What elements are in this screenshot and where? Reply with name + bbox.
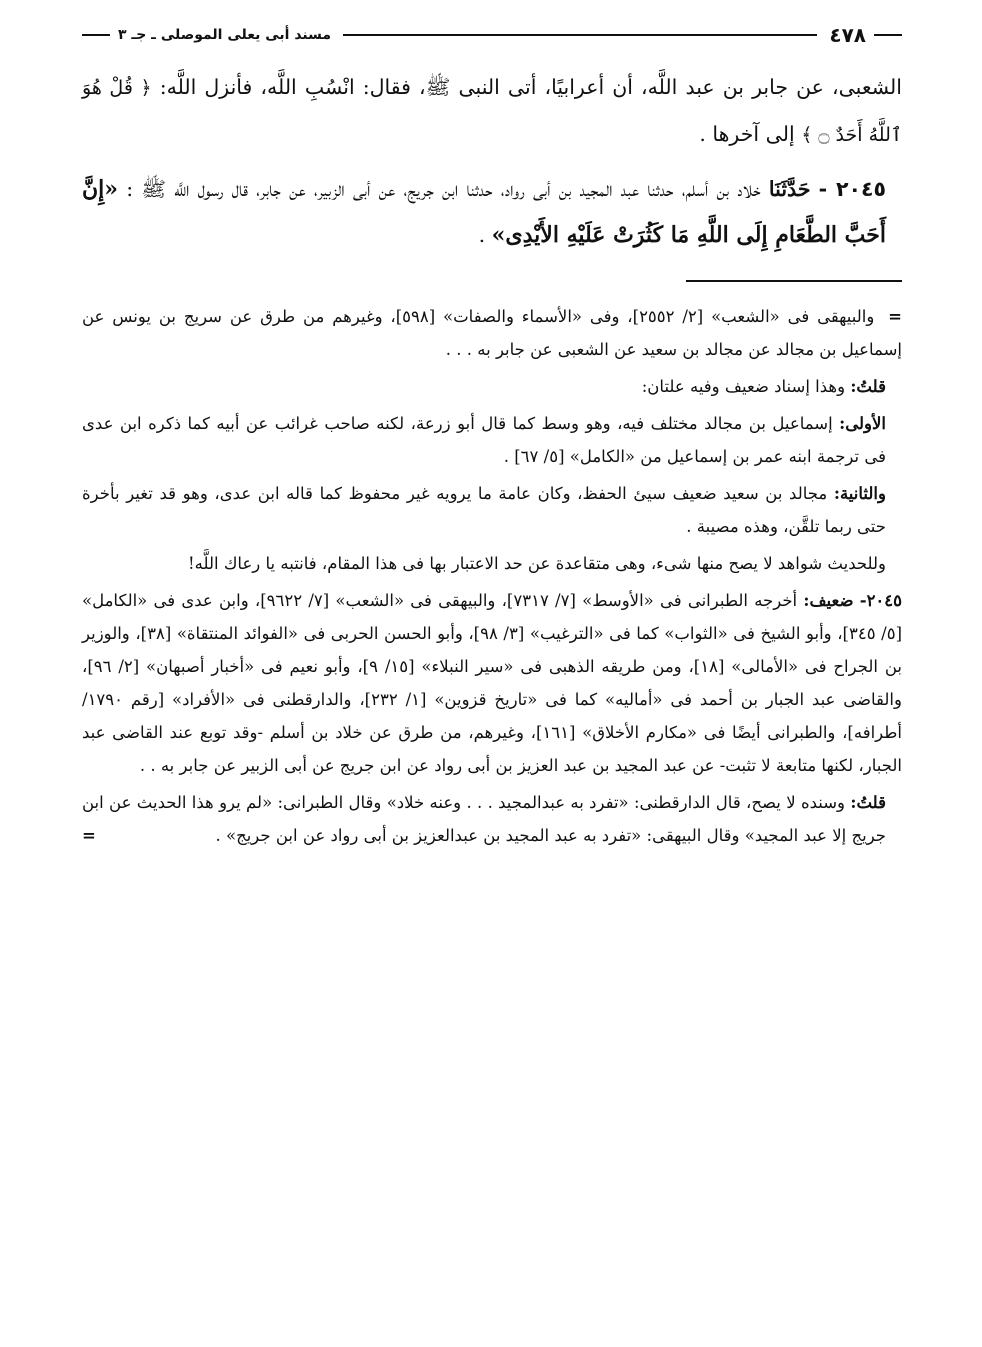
footnote-1-text: والبيهقى فى «الشعب» [٢/ ٢٥٥٢]، وفى «الأسماء والصفات» [٥٩٨]، وغيرهم من طرق عن سريج بن يونس عن إسماعيل بن مجالد عن مجالد بن سعيد عن الشعبى عن جابر به . . .: [82, 307, 902, 359]
book-page: [82, 18, 902, 1318]
footnotes: [82, 300, 902, 852]
para2-text: خلاد بن أسلم، حدثنا عبد المجيد بن أبى رواد، حدثنا ابن جريج، عن أبى الزبير، عن جابر، قال رسول اللَّه ﷺ :: [126, 177, 761, 201]
quran-verse: ﴿ قُلْ هُوَ ٱللَّهُ أَحَدٌ ۝ ﴾: [82, 77, 902, 146]
running-title: مسند أبى يعلى الموصلى ـ جـ ٣: [110, 27, 339, 43]
header-dash-right: [874, 34, 902, 36]
footnote-7: [82, 786, 902, 852]
footnote-separator: [686, 280, 902, 282]
continuation-mark: =: [888, 307, 902, 326]
trailing-continuation-mark: =: [82, 826, 96, 845]
header-dash-left: [82, 34, 110, 36]
footnote-5-text: وللحديث شواهد لا يصح منها شىء، وهى متقاعدة عن حد الاعتبار بها فى هذا المقام، فانتبه يا رعاك اللَّه!: [188, 554, 886, 573]
para1-text: الشعبى، عن جابر بن عبد اللَّه، أن أعرابيًا، أتى النبى ﷺ، فقال: انْسُبِ اللَّه، فأنزل اللَّه:: [159, 75, 902, 99]
footnote-3-lead: الأولى:: [839, 414, 886, 433]
footnote-5: [82, 547, 902, 580]
footnote-7-lead: قلتُ:: [850, 793, 887, 812]
footnote-2: [82, 370, 902, 403]
main-paragraph-1: [82, 64, 902, 158]
main-text: [82, 64, 902, 258]
page-number: ٤٧٨: [821, 23, 874, 47]
footnote-4-text: مجالد بن سعيد ضعيف سيئ الحفظ، وكان عامة ما يرويه غير محفوظ كما قاله ابن عدى، وهو قد تغير بأخرة حتى ربما تلقَّن، وهذه مصيبة .: [82, 484, 886, 536]
main-paragraph-2: [82, 166, 902, 258]
footnote-2-lead: قلتُ:: [850, 377, 886, 396]
footnote-6-number: ٢٠٤٥-: [859, 591, 903, 610]
footnote-3: [82, 407, 902, 473]
footnote-4-lead: والثانية:: [833, 484, 886, 503]
footnote-6-text: أخرجه الطبرانى فى «الأوسط» [٧/ ٧٣١٧]، والبيهقى فى «الشعب» [٧/ ٩٦٢٢]، وابن عدى فى «الكامل» [٥/ ٣٤٥]، وأبو الشيخ فى «الثواب» كما فى «الترغيب» [٣/ ٩٨]، وأبو الحسن الحربى فى «الفوائد المنتقاة» [٣٨]، والوزير بن الجراح فى «الأمالى» [١٨]، ومن طريقه الذهبى فى «سير النبلاء» [١٥/ ٩]، وأبو نعيم فى «أخبار أصبهان» [٢/ ٩٦]، والقاضى عبد الجبار بن أحمد فى «أماليه» كما فى «تاريخ قزوين» [١/ ٢٣٢]، والدارقطنى فى «الأفراد» [رقم ١٧٩٠/ أطرافه]، والطبرانى أيضًا فى «مكارم الأخلاق» [١٦١]، وغيرهم، من طرق عن خلاد بن أسلم -وقد توبع عند القاضى عبد الجبار، لكنها متابعة لا تثبت- عن عبد المجيد بن عبد العزيز بن أبى رواد عن ابن جريج عن أبى الزبير عن جابر به . .: [82, 591, 902, 775]
footnote-6: [82, 584, 902, 782]
footnote-6-lead: ضعيف:: [803, 591, 854, 610]
footnote-1: [82, 300, 902, 366]
hadith-lead: حَدَّثَنَا: [768, 177, 811, 201]
prophet-saying: «إِنَّ أَحَبَّ الطَّعَامِ إِلَى اللَّهِ مَا كَثُرَتْ عَلَيْهِ الأَيْدِى»: [82, 176, 886, 248]
footnote-4: [82, 477, 902, 543]
para1-end: إلى آخرها .: [699, 122, 795, 146]
header-rule: [343, 34, 817, 36]
footnote-7-text: وسنده لا يصح، قال الدارقطنى: «تفرد به عبدالمجيد . . . وعنه خلاد» وقال الطبرانى: «لم يرو هذا الحديث عن ابن جريج إلا عبد المجيد» وقال البيهقى: «تفرد به عبد المجيد بن عبدالعزيز بن أبى رواد عن ابن جريج» .: [82, 793, 886, 845]
footnote-3-text: إسماعيل بن مجالد مختلف فيه، وهو وسط كما قال أبو زرعة، لكنه صاحب غرائب عن أبيه كما ذكره ابن عدى فى ترجمة ابنه عمر بن إسماعيل من «الكامل» [٥/ ٦٧] .: [82, 414, 886, 466]
para2-end: .: [478, 223, 486, 247]
hadith-number: ٢٠٤٥ -: [818, 177, 886, 201]
page-header: [82, 18, 902, 52]
footnote-2-text: وهذا إسناد ضعيف وفيه علتان:: [641, 377, 846, 396]
